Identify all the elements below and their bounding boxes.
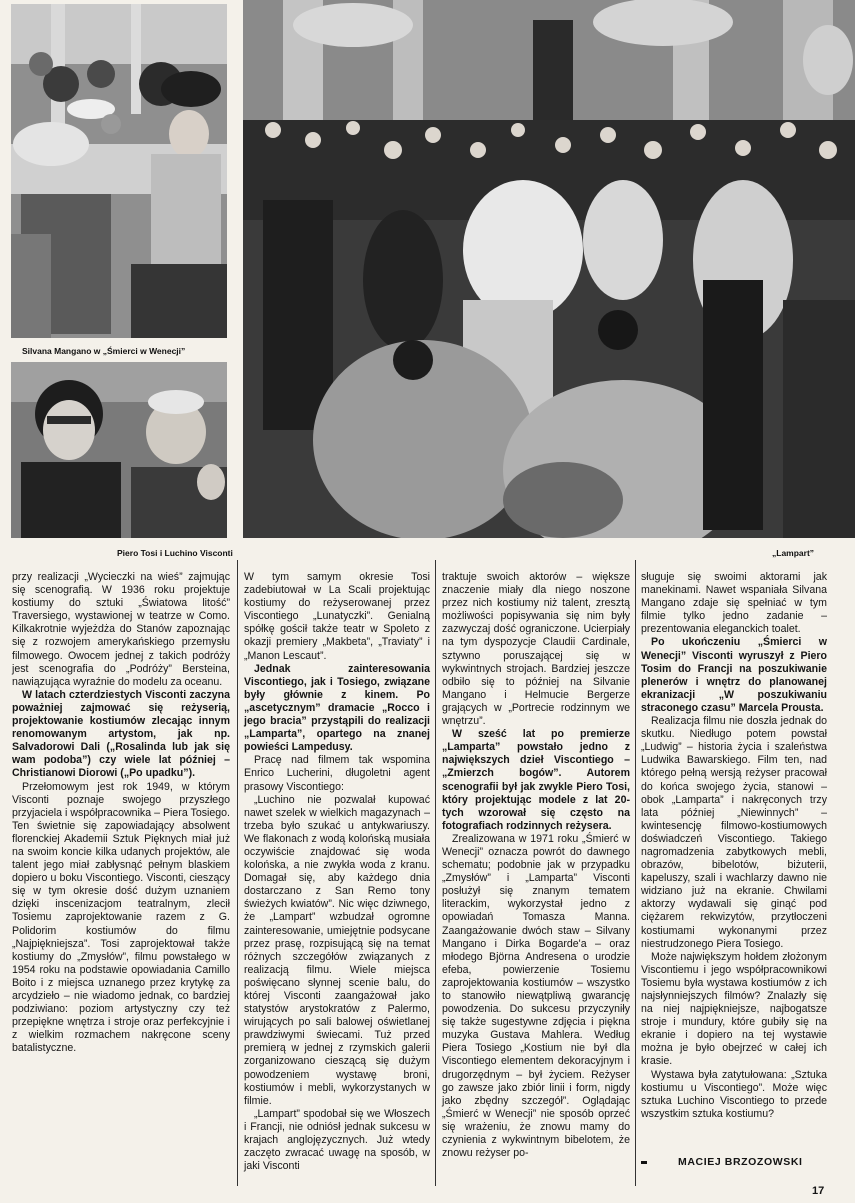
author-rule <box>641 1161 647 1164</box>
column-rule-1 <box>237 560 238 1186</box>
paragraph-bold: W sześć lat po premierze „Lamparta” powstało jedno z największych dzieł Viscontiego – „Zmierzch bogów”. Autorem scenografii był jak zwykle Piero Tosi, który projektując modele z lat 20-tych wzorował się często na fotografiach rodzinnych reżysera. <box>442 728 630 832</box>
column-rule-2 <box>435 560 436 1186</box>
paragraph: Przełomowym jest rok 1949, w którym Visconti poznaje swojego przyszłego przyjaciela i współpracownika – Piera Tosiego. Ten świetnie się zapowiadający absolwent florenckiej Akademii Sztuk Pięknych miał już na swoim koncie kilka udanych projektów, ale talent jego miał zabłysnąć pełnym blaskiem dopiero u boku Viscontiego. Visconti, cieszący się w tym okresie dość dużym uznaniem dzięki inscenizacjom teatralnym, zlecił Tosiemu zaprojektowanie razem z G. Polidorim kostiumów do filmu „Najpiękniejsza”. Tosi zaprojektował także kostiumy do „Zmysłów”, filmu powstałego w 1954 roku na podstawie opowiadania Camillo Boito i z miejsca uznanego przez krytykę za arcydzieło – nie wiadomo jednak, co bardziej podziwiano: poziom artystyczny czy też przepiękne wnętrza i stroje oraz perfekcyjnie i z wielkim rozmachem nakręcone sceny batalistyczne. <box>12 780 230 1055</box>
paragraph: Zrealizowana w 1971 roku „Śmierć w Wenecji” oznacza powrót do dawnego schematu; podobnie jak w przypadku „Zmysłów” i „Lamparta” Visconti posłużył się znanym tematem literackim, wykorzystał jedno z opowiadań Tomasza Manna. Zaangażowanie dwóch staw – Silvany Mangano i Dirka Bogarde'a – oraz młodego Björna Andresena o urodzie efeba, powierzenie Tosiemu zaprojektowania kostiumów – wszystko to stanowiło niewątpliwą gwarancję powodzenia. Do sukcesu przyczyniły się także sugestywne zdjęcia i piękna muzyka Gustava Mahlera. Według Piera Tosiego „Kostium nie był dla Viscontiego elementem dekoracyjnym i drugorzędnym – był życiem. Reżyser go zawsze jako zbiór linii i form, nigdy jako zbędny szczegół”. Oglądając „Śmierć w Wenecji” nie sposób oprzeć się wrażeniu, że znowu mamy do czynienia z wykwintnym bibelotem, że znowu reżyser po- <box>442 832 630 1160</box>
paragraph: Realizacja filmu nie doszła jednak do skutku. Niedługo potem powstał „Ludwig” – historia życia i szaleństwa Ludwika Bawarskiego. Film ten, nad którego pełną wersją reżyser pracował do końca swojego życia, stanowi – obok „Lamparta” i nakręconych trzy lata później „Niewinnych” – kwintesencję filmowo-kostiumowych doświadczeń Viscontiego. Takiego nagromadzenia zabytkowych mebli, obrazów, bibelotów, biżuterii, kapeluszy, szali i wachlarzy dawno nie widziano już na ekranie. Chwilami aktorzy wydawali się ginąć pod ciężarem rekwizytów, przytłoczeni kostiumami wykonanymi przez niestrudzonego Piera Tosiego. <box>641 715 827 950</box>
caption-photo3: „Lampart” <box>772 548 815 558</box>
paragraph-bold: W latach czterdziestych Visconti zaczyna poważniej zajmować się reżyserią, projektowanie kostiumów zlecając innym renomowanym artystom, jak np. Salvadorowi Dali („Rosalinda lub jak się wam podoba”) czy wiele lat później – Christianowi Diorowi („Po upadku”). <box>12 688 230 780</box>
paragraph: sługuje się swoimi aktorami jak manekinami. Nawet wspaniała Silvana Mangano zdaje się spełniać w tym filmie tylko jedno zadanie – prezentowania eleganckich toalet. <box>641 571 827 636</box>
photo-ballroom-scene <box>243 0 855 538</box>
paragraph: W tym samym okresie Tosi zadebiutował w La Scali projektując kostiumy do reżyserowanej przez Viscontiego „Lunatyczki”. Genialną spółkę gościł także teatr w Spoleto z okazji premiery „Makbeta”, „Traviaty” i „Manon Lescaut”. <box>244 571 430 662</box>
photo-tosi-visconti <box>11 362 227 538</box>
author-name: MACIEJ BRZOZOWSKI <box>678 1156 803 1168</box>
paragraph: Może największym hołdem złożonym Viscontiemu i jego współpracownikowi Tosiemu była wystawa kostiumów z ich najsłynniejszych filmów? Znalazły się na niej najpiękniejsze, najbogatsze stroje i mundury, które gubiły się na ekranie i dopiero na tej wystawie można je było obejrzeć w całej ich krasie. <box>641 950 827 1068</box>
photo-silvana-mangano <box>11 4 227 338</box>
paragraph-bold: Po ukończeniu „Śmierci w Wenecji” Visconti wyruszył z Piero Tosim do Francji na poszukiwanie plenerów i wnętrz do planowanej ekranizacji „W poszukiwaniu straconego czasu” Marcela Prousta. <box>641 636 827 714</box>
paragraph-bold: Jednak zainteresowania Viscontiego, jak i Tosiego, związane były głównie z kinem. Po „ascetycznym” dramacie „Rocco i jego bracia” przystąpili do realizacji „Lamparta”, opartego na znanej powieści Lampedusy. <box>244 662 430 754</box>
text-column-2 <box>244 571 430 1173</box>
paragraph: Wystawa była zatytułowana: „Sztuka kostiumu u Viscontiego”. Może więc sztuka Luchino Viscontiego to przede wszystkim sztuka kostiumu? <box>641 1068 827 1120</box>
text-column-3 <box>442 571 630 1160</box>
paragraph: Pracę nad filmem tak wspomina Enrico Lucherini, długoletni agent prasowy Viscontiego: <box>244 754 430 793</box>
page-number: 17 <box>812 1185 825 1197</box>
paragraph: przy realizacji „Wycieczki na wieś” zajmując się scenografią. W 1936 roku projektuje kostiumy do sztuki „Światowa litość” Traversiego, wystawionej w teatrze w Como. Kilkakrotnie wyjeżdża do Stanów zapoznając się z rozwojem amerykańskiego przemysłu filmowego. Owocem jednej z takich podróży jest scenografia do „Podróży” Bersteina, nawiązująca wyraźnie do modelu za oceanu. <box>12 571 230 688</box>
column-rule-3 <box>635 560 636 1186</box>
paragraph: „Luchino nie pozwalał kupować nawet szelek w wielkich magazynach – trzeba było szukać u antykwariuszy. We flakonach z wodą kolońską musiała oczywiście znajdować się woda kolońska, a nie zwykła woda z kranu. Domagał się, aby każdego dnia dostarczano z San Remo tony świeżych kwiatów”. Nic więc dziwnego, że „Lampart” wzbudzał ogromne zainteresowanie, umiejętnie podsycane przez prasę, rozpisującą się na temat różnych szczegółów związanych z realizacją filmu. Wiele miejsca poświęcano słynnej scenie balu, do której Visconti zaangażował jako statystów arystokratów z Palermo, wirujących po sali balowej oświetlanej prawdziwymi świecami. Tuż przed premierą w jednej z rzymskich galerii zorganizowano cieszącą się dużym powodzeniem wystawę broni, kostiumów i mebli, wykorzystanych w filmie. <box>244 793 430 1107</box>
caption-photo2: Piero Tosi i Luchino Visconti <box>117 548 233 558</box>
paragraph: traktuje swoich aktorów – większe znaczenie miały dla niego noszone przez nich kostiumy niż talent, zresztą możliwości popisywania się nim były zazwyczaj dość ograniczone. Ucierpiały na tym dyspozycje Claudii Cardinale, sztywno poruszającej się w wykwintnych strojach. Bardziej jeszcze odbiło się to później na Silvanie Mangano i Helmucie Bergerze grających w „Portrecie rodzinnym we wnętrzu”. <box>442 571 630 728</box>
caption-photo1: Silvana Mangano w „Śmierci w Wenecji” <box>22 346 186 356</box>
text-column-1 <box>12 571 230 1055</box>
paragraph: „Lampart” spodobał się we Włoszech i Francji, nie odniósł jednak sukcesu w krajach anglojęzycznych. Już wtedy zaczęto zwracać uwagę na sposób, w jaki Visconti <box>244 1107 430 1173</box>
text-column-4 <box>641 571 827 1121</box>
